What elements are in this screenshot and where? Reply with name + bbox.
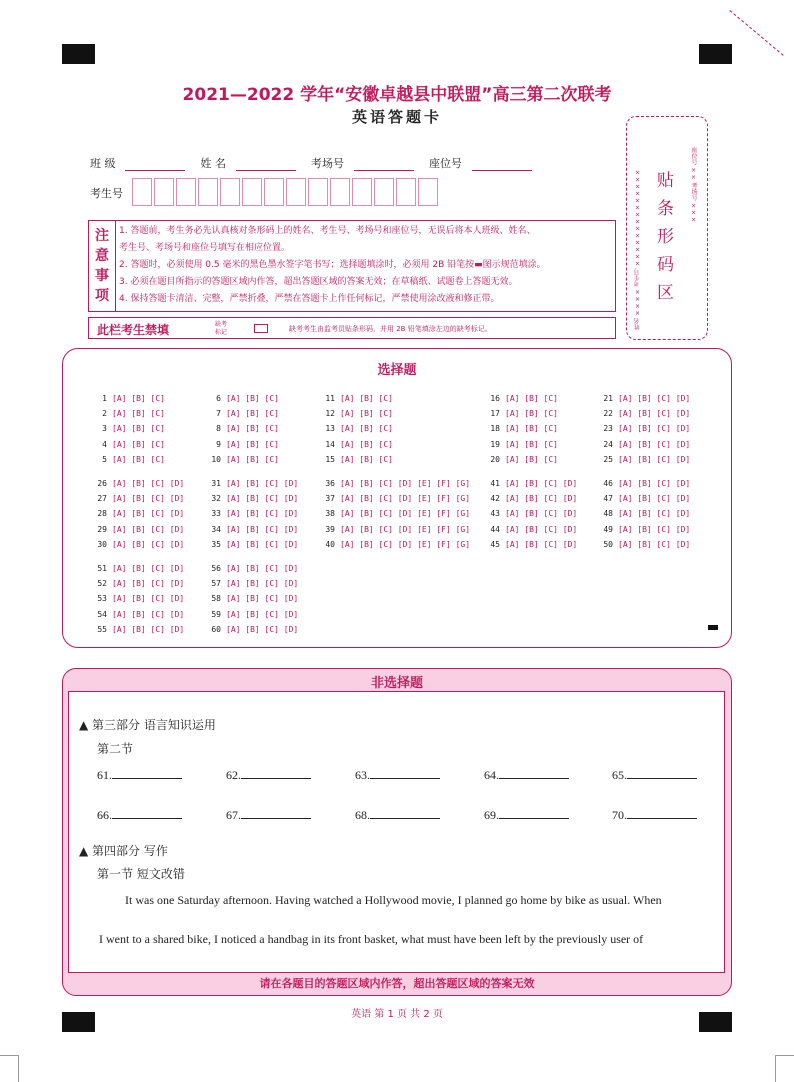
student-id-boxes[interactable]: [132, 178, 440, 206]
registration-mark: [699, 44, 732, 64]
choice-question[interactable]: 42 [A] [B] [C] [D]: [490, 494, 578, 504]
blank-field[interactable]: 70.: [612, 806, 697, 823]
choice-question[interactable]: 19 [A] [B] [C]: [490, 439, 558, 449]
choice-question[interactable]: 35 [A] [B] [C] [D]: [211, 539, 299, 549]
choice-question[interactable]: 7 [A] [B] [C]: [216, 409, 279, 419]
choice-question[interactable]: 54 [A] [B] [C] [D]: [97, 609, 185, 619]
choice-group: [486, 476, 577, 552]
seat-label: 座位号: [429, 157, 462, 170]
choice-question[interactable]: 47 [A] [B] [C] [D]: [603, 494, 691, 504]
choice-question[interactable]: 16 [A] [B] [C]: [490, 394, 558, 403]
choice-question[interactable]: 38 [A] [B] [C] [D] [E] [F] [G]: [325, 509, 471, 519]
essay-line-2: I went to a shared bike, I noticed a handbag in its front basket, what must have been left by the previously user of: [99, 932, 644, 946]
choice-question[interactable]: 22 [A] [B] [C] [D]: [603, 409, 691, 419]
choice-question[interactable]: 28 [A] [B] [C] [D]: [97, 509, 185, 519]
choice-question[interactable]: 21 [A] [B] [C] [D]: [603, 394, 691, 403]
nonchoice-heading: 非选择题: [370, 676, 423, 691]
choice-heading: 选择题: [377, 363, 417, 378]
fold-line: [729, 10, 784, 57]
choice-question[interactable]: 15 [A] [B] [C]: [325, 454, 393, 464]
notice-box: [88, 220, 616, 312]
part3-heading: ▲ 第三部分 语言知识运用: [79, 718, 216, 732]
name-label: 姓 名: [200, 157, 226, 170]
crop-mark: [0, 1055, 18, 1056]
choice-group: [207, 561, 298, 637]
choice-group: [93, 476, 184, 552]
choice-question[interactable]: 13 [A] [B] [C]: [325, 424, 393, 434]
choice-question[interactable]: 58 [A] [B] [C] [D]: [211, 594, 299, 604]
part4-heading: ▲ 第四部分 写作: [79, 844, 168, 858]
choice-question[interactable]: 12 [A] [B] [C]: [325, 409, 393, 419]
answer-area[interactable]: [68, 691, 725, 973]
blank-field[interactable]: 61.: [97, 766, 182, 783]
room-label: 考场号: [311, 157, 344, 170]
choice-question[interactable]: 25 [A] [B] [C] [D]: [603, 454, 691, 464]
essay-line-1: It was one Saturday afternoon. Having watched a Hollywood movie, I planned go home by bike as usual. When: [125, 893, 662, 907]
choice-group: [599, 476, 690, 552]
choice-group: [321, 391, 393, 467]
blank-field[interactable]: 64.: [484, 766, 569, 783]
forbid-strip: [88, 317, 616, 339]
choice-question[interactable]: 10 [A] [B] [C]: [211, 454, 279, 464]
choice-question[interactable]: 8 [A] [B] [C]: [216, 424, 279, 434]
crop-mark: [775, 1055, 776, 1082]
choice-question[interactable]: 37 [A] [B] [C] [D] [E] [F] [G]: [325, 494, 471, 504]
crop-mark: [776, 1055, 794, 1056]
page-title: 2021—2022 学年“安徽卓越县中联盟”高三第二次联考: [182, 85, 612, 105]
class-field[interactable]: [125, 158, 185, 171]
choice-question[interactable]: 27 [A] [B] [C] [D]: [97, 494, 185, 504]
choice-question[interactable]: 39 [A] [B] [C] [D] [E] [F] [G]: [325, 524, 471, 534]
answer-warning: 请在各题目的答题区域内作答，超出答题区域的答案无效: [259, 977, 535, 990]
choice-question[interactable]: 50 [A] [B] [C] [D]: [603, 539, 691, 549]
choice-question[interactable]: 52 [A] [B] [C] [D]: [97, 579, 185, 589]
choice-question[interactable]: 30 [A] [B] [C] [D]: [97, 539, 185, 549]
choice-question[interactable]: 33 [A] [B] [C] [D]: [211, 509, 299, 519]
page-subtitle: 英语答题卡: [351, 108, 442, 126]
barcode-label: 贴 条 形 码 区: [657, 171, 674, 303]
choice-group: [207, 476, 298, 552]
choice-question[interactable]: 53 [A] [B] [C] [D]: [97, 594, 185, 604]
choice-group: [93, 391, 165, 467]
choice-question[interactable]: 48 [A] [B] [C] [D]: [603, 509, 691, 519]
blank-field[interactable]: 66.: [97, 806, 182, 823]
choice-question[interactable]: 41 [A] [B] [C] [D]: [490, 479, 578, 488]
choice-question[interactable]: 56 [A] [B] [C] [D]: [211, 564, 299, 573]
crop-mark: [18, 1055, 19, 1082]
choice-question[interactable]: 4 [A] [B] [C]: [102, 439, 165, 449]
choice-question[interactable]: 44 [A] [B] [C] [D]: [490, 524, 578, 534]
section2-heading: 第二节: [97, 742, 134, 756]
choice-group: [207, 391, 279, 467]
choice-group: [321, 476, 470, 552]
room-field[interactable]: [354, 158, 414, 171]
nonchoice-section: [62, 668, 732, 996]
choice-question[interactable]: 40 [A] [B] [C] [D] [E] [F] [G]: [325, 539, 471, 549]
choice-question[interactable]: 2 [A] [B] [C]: [102, 409, 165, 419]
choice-question[interactable]: 32 [A] [B] [C] [D]: [211, 494, 299, 504]
choice-question[interactable]: 46 [A] [B] [C] [D]: [603, 479, 691, 488]
choice-question[interactable]: 24 [A] [B] [C] [D]: [603, 439, 691, 449]
choice-group: [93, 561, 184, 637]
choice-question[interactable]: 51 [A] [B] [C] [D]: [97, 564, 185, 573]
section1-heading: 第一节 短文改错: [97, 867, 185, 881]
page-footer: 英语 第 1 页 共 2 页: [351, 1009, 443, 1020]
choice-question[interactable]: 20 [A] [B] [C]: [490, 454, 558, 464]
blank-field[interactable]: 69.: [484, 806, 569, 823]
info-row: [90, 155, 532, 171]
choice-question[interactable]: 6 [A] [B] [C]: [216, 394, 279, 403]
absent-label: 缺考 标记: [215, 321, 228, 336]
blank-field[interactable]: 62.: [226, 766, 311, 783]
choice-question[interactable]: 60 [A] [B] [C] [D]: [211, 624, 299, 634]
choice-question[interactable]: 17 [A] [B] [C]: [490, 409, 558, 419]
notice-heading: 注 意 事 项: [89, 221, 116, 311]
registration-mark: [62, 44, 95, 64]
choice-question[interactable]: 36 [A] [B] [C] [D] [E] [F] [G]: [325, 479, 471, 488]
position-mark: [708, 625, 718, 630]
absent-note: 缺考考生由监考员贴条形码，并用 2B 铅笔填涂左边的缺考标记。: [289, 325, 492, 333]
choice-question[interactable]: 29 [A] [B] [C] [D]: [97, 524, 185, 534]
choice-question[interactable]: 34 [A] [B] [C] [D]: [211, 524, 299, 534]
class-label: 班 级: [90, 157, 116, 170]
choice-question[interactable]: 55 [A] [B] [C] [D]: [97, 624, 185, 634]
blank-field[interactable]: 68.: [355, 806, 440, 823]
student-id-label: 考生号: [90, 187, 123, 200]
choice-section: [62, 348, 732, 648]
blank-field[interactable]: 63.: [355, 766, 440, 783]
seat-field[interactable]: [472, 158, 532, 171]
choice-group: [599, 391, 690, 467]
choice-question[interactable]: 11 [A] [B] [C]: [325, 394, 393, 403]
choice-question[interactable]: 59 [A] [B] [C] [D]: [211, 609, 299, 619]
blank-field[interactable]: 67.: [226, 806, 311, 823]
choice-question[interactable]: 5 [A] [B] [C]: [102, 454, 165, 464]
choice-question[interactable]: 9 [A] [B] [C]: [216, 439, 279, 449]
choice-question[interactable]: 3 [A] [B] [C]: [102, 424, 165, 434]
choice-question[interactable]: 23 [A] [B] [C] [D]: [603, 424, 691, 434]
barcode-area: [626, 116, 708, 340]
choice-question[interactable]: 14 [A] [B] [C]: [325, 439, 393, 449]
choice-question[interactable]: 49 [A] [B] [C] [D]: [603, 524, 691, 534]
absent-checkbox[interactable]: [254, 324, 268, 333]
choice-question[interactable]: 57 [A] [B] [C] [D]: [211, 579, 299, 589]
choice-question[interactable]: 18 [A] [B] [C]: [490, 424, 558, 434]
choice-question[interactable]: 26 [A] [B] [C] [D]: [97, 479, 185, 488]
choice-group: [486, 391, 558, 467]
choice-question[interactable]: 45 [A] [B] [C] [D]: [490, 539, 578, 549]
barcode-side-left: 姓名 ×××× 考生号 ××××××××××××××: [634, 168, 641, 330]
barcode-side-right: 座位号 ×× 考场号 ×××: [690, 147, 697, 224]
forbid-label: 此栏考生禁填: [97, 323, 170, 337]
blank-field[interactable]: 65.: [612, 766, 697, 783]
choice-question[interactable]: 1 [A] [B] [C]: [102, 394, 165, 403]
choice-question[interactable]: 43 [A] [B] [C] [D]: [490, 509, 578, 519]
notice-items: 1. 答题前，考生务必先认真核对条形码上的姓名、考生号、考场号和座位号，无误后将本人班级、姓名、 考生号、考场号和座位号填写在相应位置。 2. 答题时，必须使用 0.5 毫米的黑色墨水签字笔书写；选择题填涂时，必须用 2B 铅笔按▬图示规范填涂。 3. 必须在题目所指示的答题区域内作答，超出答题区域的答案无效；在草稿纸、试题卷上答题无效。 4. 保持答题卡清洁、完整，严禁折叠，严禁在答题卡上作任何标记，严禁使用涂改液和修正带。: [119, 226, 546, 304]
name-field[interactable]: [236, 158, 296, 171]
choice-question[interactable]: 31 [A] [B] [C] [D]: [211, 479, 299, 488]
